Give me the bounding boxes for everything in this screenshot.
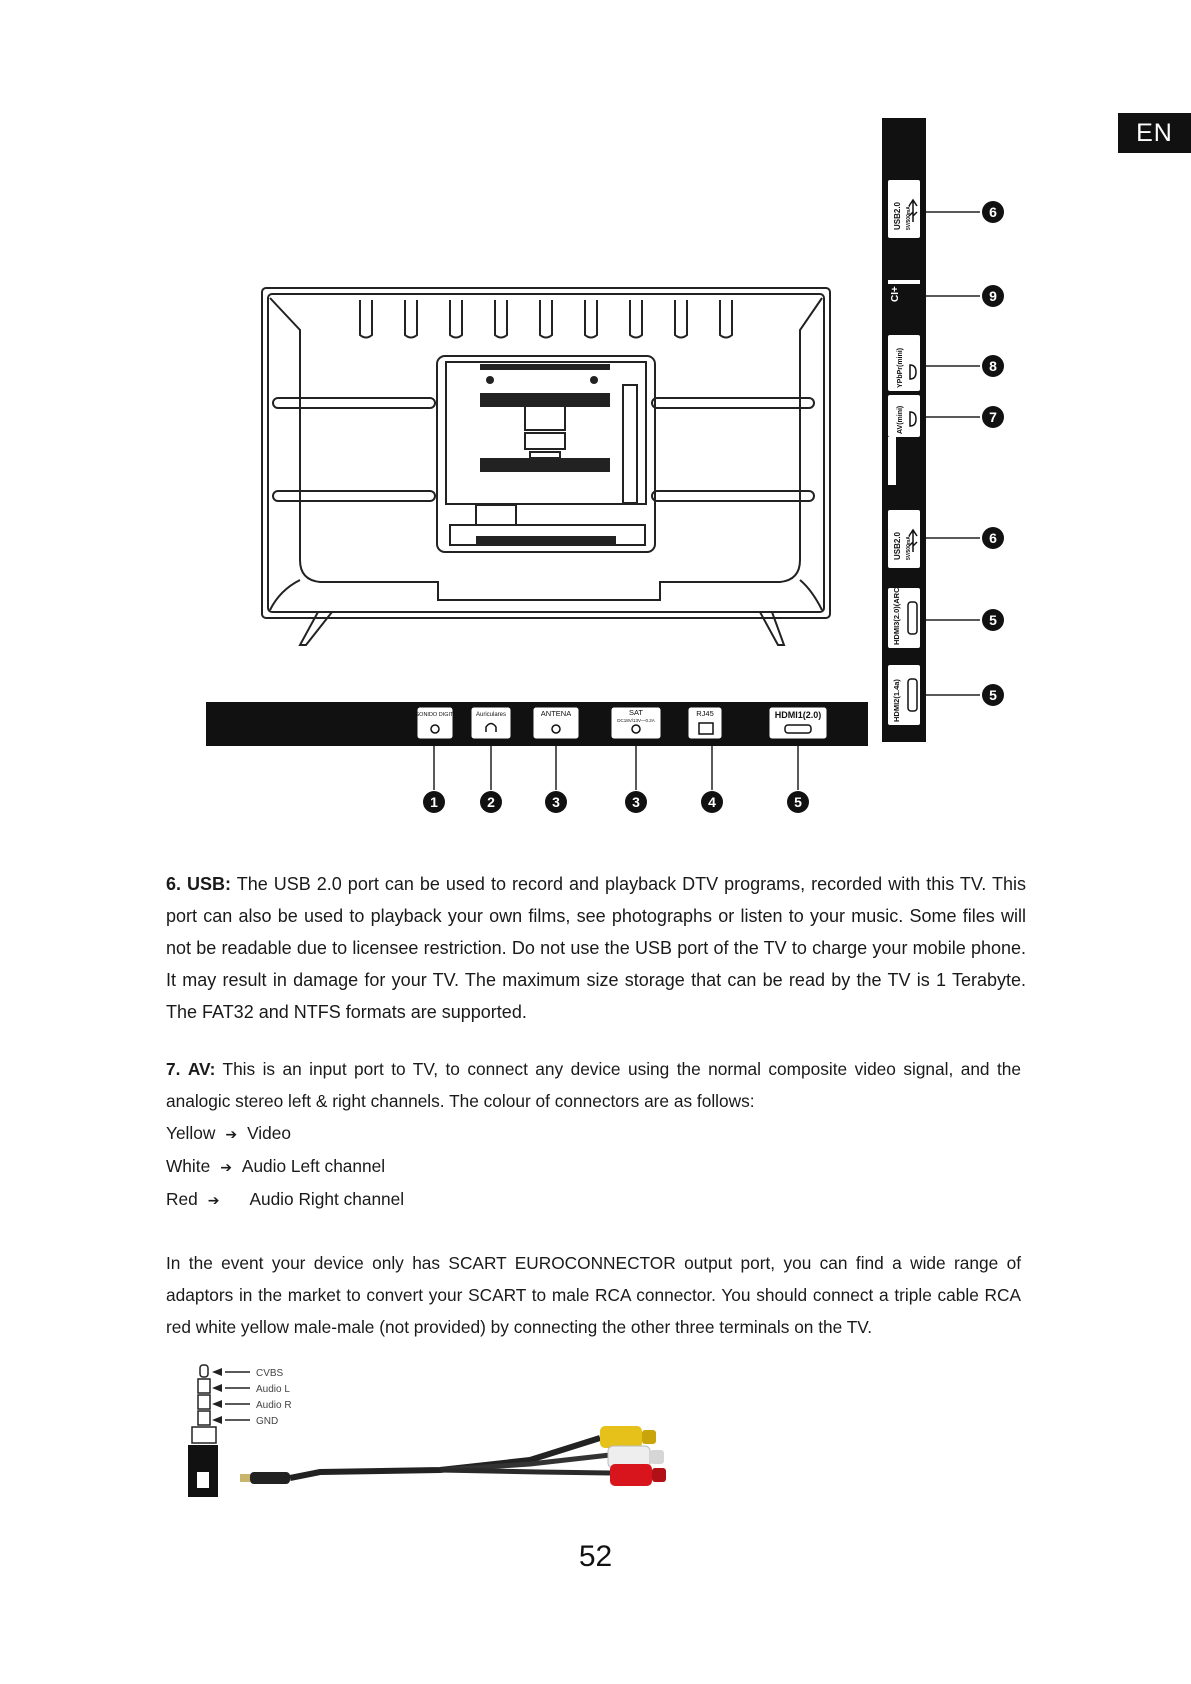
side-port-callouts [982, 201, 1004, 706]
callout-9: 9 [989, 288, 997, 304]
callout-5: 5 [794, 794, 802, 810]
callout-6-top: 6 [989, 204, 997, 220]
port-label-hdmi1: HDMI1(2.0) [774, 710, 822, 720]
side-label-hdmi2: HDMI2(1.4a) [892, 679, 901, 722]
av-paragraph [166, 1053, 1021, 1117]
callout-4: 4 [708, 794, 716, 810]
arrow-right-icon: ➔ [207, 1192, 220, 1208]
usb-text: The USB 2.0 port can be used to record and playback DTV programs, recorded with this TV. This port can also be used to playback your own films, see photographs or listen to your music. Some files will not be readable due to licensee restriction. Do not use the USB port of the TV to charge your mobile phone. It may result in damage for your TV. The maximum size storage that can be read by the TV is 1 Terabyte. The FAT32 and NTFS formats are supported. [166, 874, 1026, 1022]
av-text: This is an input port to TV, to connect any device using the normal composite video signal, and the analogic stereo left & right channels. The colour of connectors are as follows: [166, 1059, 1021, 1111]
jack-label-audio-r: Audio R [256, 1400, 292, 1411]
scart-section [166, 1247, 1021, 1343]
arrow-right-icon: ➔ [225, 1126, 238, 1142]
list-item [166, 1150, 1021, 1183]
arrow-right-icon: ➔ [220, 1159, 232, 1175]
jack-label-cvbs: CVBS [256, 1368, 284, 1379]
usb-paragraph [166, 868, 1026, 1028]
usb-section [166, 868, 1026, 1028]
callout-2: 2 [487, 794, 495, 810]
callout-3: 3 [552, 794, 560, 810]
port-label-sat: SAT [628, 708, 644, 717]
jack-label-gnd: GND [256, 1416, 279, 1427]
rca-cable-photo [240, 1426, 666, 1486]
bottom-leader-lines [434, 746, 798, 790]
signal-name: Audio Left channel [241, 1156, 386, 1176]
callout-5-hdmi3: 5 [989, 612, 997, 628]
callout-6-bottom: 6 [989, 530, 997, 546]
callout-7: 7 [989, 409, 997, 425]
callout-1: 1 [430, 794, 438, 810]
connector-color-list [166, 1117, 1021, 1216]
side-label-hdmi3: HDMI3(2.0)(ARC) [892, 585, 901, 645]
usb-number: 6. [166, 874, 182, 894]
side-leader-lines [926, 212, 980, 695]
callout-3b: 3 [632, 794, 640, 810]
callout-5-hdmi2: 5 [989, 687, 997, 703]
jack-label-audio-l: Audio L [256, 1384, 290, 1395]
list-item [166, 1117, 1021, 1150]
port-label-sat-power: DC18V/13V—0.2A [617, 718, 655, 723]
jack-label-arrows [212, 1368, 222, 1424]
yellow-rca-plug [600, 1426, 642, 1448]
side-label-usb-top-power: 5V/500mA [906, 206, 912, 230]
usb-title: USB: [187, 874, 232, 894]
tv-rear-diagram [0, 0, 1191, 830]
signal-name: Video [247, 1123, 291, 1143]
av-title: AV: [187, 1059, 216, 1079]
av-number: 7. [166, 1059, 181, 1079]
jack-plug-body [188, 1445, 218, 1497]
side-label-ci: CI+ [890, 286, 901, 302]
list-item [166, 1183, 1021, 1216]
red-rca-plug [610, 1464, 652, 1486]
signal-name: Audio Right channel [249, 1189, 405, 1209]
side-label-usb-bottom-power: 5V/500mA [906, 536, 912, 560]
color-name: Red [166, 1189, 198, 1209]
language-badge: EN [1118, 113, 1191, 153]
tv-vent-grilles [476, 364, 616, 544]
port-label-headphones: Auriculares [475, 712, 507, 718]
port-label-rj45: RJ45 [696, 709, 714, 718]
page-number: 52 [578, 1540, 613, 1573]
callout-8: 8 [989, 358, 997, 374]
av-cable-illustration [180, 1360, 760, 1510]
port-label-digital-audio: S.SONIDO DIGITAL [410, 712, 460, 718]
jack-labels [256, 1368, 292, 1427]
side-label-av: AV(mini) [897, 405, 904, 434]
av-section [166, 1053, 1021, 1216]
side-label-usb-top: USB2.0 [893, 201, 902, 230]
color-name: White [166, 1156, 211, 1176]
bottom-port-callouts [423, 791, 809, 813]
color-name: Yellow [166, 1123, 216, 1143]
side-label-ypbpr: YPbPr(mini) [897, 347, 904, 388]
port-label-antenna: ANTENA [540, 709, 572, 718]
side-label-usb-bottom: USB2.0 [893, 531, 902, 560]
scart-paragraph: In the event your device only has SCART EUROCONNECTOR output port, you can find a wide range of adaptors in the market to convert your SCART to male RCA connector. You should connect a triple cable RCA red white yellow male-male (not provided) by connecting the other three terminals on the TV. [166, 1253, 1021, 1337]
